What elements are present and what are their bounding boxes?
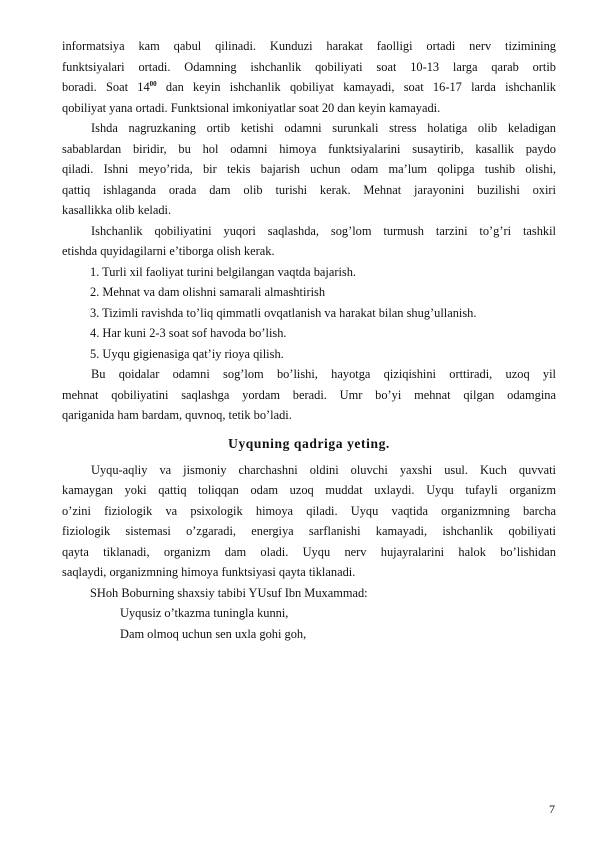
poem-intro: SHoh Boburning shaxsiy tabibi YUsuf Ibn Muxammad: xyxy=(90,585,368,600)
document-page xyxy=(62,36,556,644)
section-heading: Uyquning qadriga yeting. xyxy=(228,435,390,451)
text-line: qayta tiklanadi, organizm dam oladi. Uyqu nerv hujayralarini halok bo’lishidan xyxy=(62,544,556,559)
list-item: 2. Mehnat va dam olishni samarali almashtirish xyxy=(90,285,326,299)
paragraph-last-line: saqlaydi, organizmning himoya funktsiyasi qayta tiklanadi. xyxy=(62,565,356,579)
text-line: mehnat qobiliyatini saqlashga yordam beradi. Umr bo’yi mehnat qilgan odamgina xyxy=(62,387,556,402)
text-line: informatsiya kam qabul qilinadi. Kunduzi harakat faolligi ortadi nerv tizimining xyxy=(62,39,556,53)
text-segment: dan keyin ishchanlik qobiliyat kamayadi, soat 16-17 larda ishchanlik xyxy=(156,80,556,94)
text-line: kamaygan yoki qattiq toliqqan odam uzoq muddat uxlaydi. Uyqu tufayli organizm xyxy=(62,483,556,497)
page-number: 7 xyxy=(549,802,555,816)
text-line: o’zini fiziologik va psixologik himoya qiladi. Uyqu vaqtida organizmning barcha xyxy=(62,503,556,518)
text-line: Uyqu-aqliy va jismoniy charchashni oldini oluvchi yaxshi usul. Kuch quvvati xyxy=(91,462,556,477)
text-line: qattiq ishlaganda orada dam olib turishi kerak. Mehnat jarayonini buzilishi oxiri xyxy=(62,182,556,197)
text-line: Bu qoidalar odamni sog’lom bo’lishi, hayotga qiziqishini orttiradi, uzoq yil xyxy=(91,367,556,381)
paragraph-last-line: qobiliyat yana ortadi. Funktsional imkoniyatlar soat 20 dan keyin kamayadi. xyxy=(62,100,441,115)
poem-line: Uyqusiz o’tkazma tuningla kunni, xyxy=(120,606,289,620)
text-line: fiziologik sistemasi o’zgaradi, energiya sarflanishi kamayadi, ishchanlik qobiliyati xyxy=(62,524,556,538)
list-item: 1. Turli xil faoliyat turini belgilangan vaqtda bajarish. xyxy=(90,264,357,279)
text-line: funktsiyalari ortadi. Odamning ishchanlik qobiliyati soat 10-13 larga qarab ortib xyxy=(62,59,556,74)
text-segment: boradi. Soat 14 xyxy=(62,80,150,94)
list-item: 5. Uyqu gigienasiga qat’iy rioya qilish. xyxy=(90,346,284,361)
poem-line: Dam olmoq uchun sen uxla gohi goh, xyxy=(120,626,307,641)
paragraph-last-line: qariganida ham bardam, quvnoq, tetik bo’ladi. xyxy=(62,408,292,422)
superscript: 00 xyxy=(149,80,157,88)
list-item: 4. Har kuni 2-3 soat sof havoda bo’lish. xyxy=(90,326,287,340)
text-line: qiladi. Ishni meyo’rida, bir tekis bajarish uchun odam ma’lum qolipga tushib olishi, xyxy=(62,162,556,176)
text-line: sabablardan biridir, bu hol odamni himoya funktsiyalarini susaytirib, kasallik paydo xyxy=(62,141,556,156)
text-line: Ishda nagruzkaning ortib ketishi odamni surunkali stress holatiga olib keladigan xyxy=(91,121,556,135)
text-line: Ishchanlik qobiliyatini yuqori saqlashda, sog’lom turmush tarzini to’g’ri tashkil xyxy=(91,223,556,238)
paragraph-last-line: etishda quyidagilarni e’tiborga olish kerak. xyxy=(62,244,275,258)
text-line xyxy=(62,77,556,98)
list-item: 3. Tizimli ravishda to’liq qimmatli ovqatlanish va harakat bilan shug’ullanish. xyxy=(90,305,477,320)
paragraph-last-line: kasallikka olib keladi. xyxy=(62,203,172,217)
